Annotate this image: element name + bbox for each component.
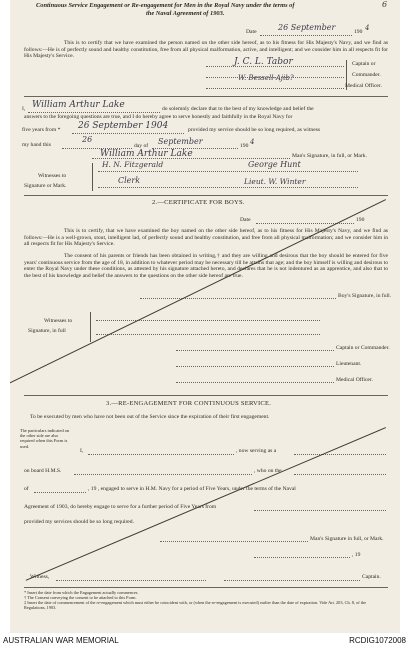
footnote-3: ‡ Insert the date of commencement of the re-engagement which must either be coincident with, or (when the re-engagement is executed) earlier than the date of expiration. Vide Art. 203, Ch. 8, of the Regulations, 1903.: [24, 600, 366, 610]
section2-date-year: 190: [356, 217, 365, 223]
reengage-ship-prefix: on board H.M.S.: [24, 468, 62, 474]
reengage-date-line: [294, 474, 386, 475]
reengage-line5-text: provided my services should be so long required.: [24, 519, 134, 525]
section2-captain-label: Captain or Commander.: [336, 345, 390, 351]
section1-certificate-text: This is to certify that we have examined the person named on the other side hereof, as to his fitness for His Majesty's Navy, and we find as follows:—He is of perfectly sound and healthy constitution, free from all physical malformation, active, and intelligent; and we consider him in all respects fit for His Majesty's Service.: [24, 40, 388, 60]
medical-officer-line: [206, 88, 344, 89]
reengage-captain-line: [224, 580, 360, 581]
hand-year-digit: 4: [250, 138, 255, 146]
document-title-line1: Continuous Service Engagement or Re-engagement for Men in the Royal Navy under the terms of: [36, 2, 295, 9]
witness-bracket: [92, 163, 93, 191]
reengage-month-line: [34, 492, 86, 493]
witnesses-label: Witnesses to: [38, 173, 67, 179]
medical-officer-label: Medical Officer.: [345, 83, 382, 89]
reengage-date2-line: [254, 557, 350, 558]
officer-signature: J. C. L. Tabor: [234, 57, 293, 67]
reengage-of-prefix: of: [24, 486, 29, 492]
declaration-text-a: do solemnly declare that to the best of my knowledge and belief the: [162, 106, 314, 112]
hand-day: 26: [82, 135, 93, 144]
section3-subheading: To be executed by men who have not been out of the Service since the expiration of their first engagement.: [30, 414, 270, 420]
commander-line: [206, 77, 344, 78]
date-year: 190: [354, 29, 363, 35]
date-value: 26 September: [278, 23, 336, 32]
section2-signature-label: Signature, in full: [28, 328, 66, 334]
boy-signature-label: Boy's Signature, in full.: [338, 293, 392, 299]
declarant-line: [28, 112, 160, 113]
section2-lieutenant-label: Lieutenant.: [336, 361, 362, 367]
declaration-text-2: provided my service should be so long required, as witness: [188, 127, 321, 133]
reengage-man-signature-line: [160, 541, 308, 542]
witness-2-name: George Hunt: [248, 160, 301, 169]
reengage-from-line: [254, 510, 386, 511]
declarant-prefix: I,: [22, 106, 26, 112]
witness-line-2: [98, 187, 358, 188]
boy-signature-line: [140, 298, 336, 299]
reengage-line4-text: Agreement of 1903, do hereby engage to serve for a further period of Five Years from: [24, 504, 217, 510]
section2-witness-line-2: [96, 334, 320, 335]
officer-signature-2: W. Bessell-Ajib?: [238, 74, 294, 82]
witness-1-rank: Clerk: [118, 176, 141, 185]
section1-divider: [24, 96, 388, 97]
signature-or-mark-label: Signature or Mark.: [24, 183, 67, 189]
reengage-man-signature-label: Man's Signature in full, or Mark.: [310, 536, 384, 542]
service-start-line: [72, 133, 184, 134]
footnote-1: * Insert the date from which the Engagement actually commences.: [24, 590, 139, 595]
section2-witnesses-label: Witnesses to: [44, 318, 73, 324]
section2-date-line: [256, 223, 354, 224]
section2-consent-text: The consent of his parents or friends has been obtained in writing,† and they are willing and desirous that the boy should be entered for five years' continuous service from the age of 18, in addition to whatever period may be necessary till he attains that age; and the boy himself is willing and desirous to enter the Royal Navy under these conditions, as attested by his signature attached hereto, and declares that he is not indentured as an apprentice, and also that to the best of his knowledge and belief the answers to the questions on the other side hereof are true.: [24, 253, 388, 279]
five-years-label: five years from *: [22, 127, 61, 133]
witness-line-1: [98, 171, 358, 172]
footer-record-id: RCDIG1072008: [349, 636, 406, 645]
man-signature-label: Man's Signature, in full, or Mark.: [292, 153, 367, 159]
footnote-2: † The Consent conveying the consent to be attached to this Form.: [24, 595, 137, 600]
reengage-line1-text: , now serving as a: [236, 448, 277, 454]
man-signature: William Arthur Lake: [100, 149, 193, 159]
hand-month: September: [158, 137, 203, 146]
witness-2-rank: Lieut. W. Winter: [244, 177, 306, 186]
reengage-witness-label: Witness,: [30, 574, 50, 580]
reengage-ship-line: [74, 474, 252, 475]
service-start-date: 26 September 1904: [78, 121, 169, 131]
section2-medical-line: [176, 382, 334, 383]
document-title-line2: the Naval Agreement of 1903.: [146, 10, 225, 17]
page-mark: 6: [382, 0, 388, 9]
date-line: [260, 35, 352, 36]
reengage-line2-text: , who on the: [254, 468, 282, 474]
reengage-line3-text: , 19 , engaged to serve in H.M. Navy for a period of Five Years, under the terms of the Naval: [88, 486, 296, 492]
footnote-rule: [24, 587, 388, 588]
reengage-year-label: , 19: [352, 552, 361, 558]
section2-certificate-text: This is to certify, that we have examined the boy named on the other side hereof, as to his fitness for His Majesty's Navy, and we find as follows:—He is a well-grown, stout, intelligent lad, of perfectly sound and healthy constitution, and free from all physical malformation; and we consider him in all respects fit for His Majesty's Service.: [24, 228, 388, 248]
section3-heading: 3.—RE-ENGAGEMENT FOR CONTINUOUS SERVICE.: [106, 400, 272, 407]
section3-side-note: The particulars indicated on the other side are also required when this Form is used.: [20, 428, 70, 449]
commander-label: Commander.: [352, 72, 381, 78]
reengage-prefix: I,: [80, 448, 84, 454]
service-document-page: [10, 0, 400, 633]
section2-witness-line-1: [96, 320, 320, 321]
reengage-witness-line: [56, 580, 206, 581]
section2-top-rule: [24, 195, 388, 196]
section2-lieutenant-line: [176, 366, 334, 367]
date-label: Date: [246, 29, 257, 35]
date-year-digit: 4: [365, 24, 370, 32]
reengage-name-line: [88, 454, 234, 455]
day-of-label: day of: [134, 143, 149, 149]
reengage-captain-label: Captain.: [362, 574, 381, 580]
witness-1-name: H. N. Fitzgerald: [102, 160, 164, 169]
section2-captain-line: [176, 350, 334, 351]
section3-top-rule: [24, 395, 388, 396]
hand-prefix: my hand this: [22, 142, 51, 148]
footer-archive-name: AUSTRALIAN WAR MEMORIAL: [3, 636, 119, 645]
hand-year-prefix: 190: [240, 143, 249, 149]
captain-line: [206, 66, 344, 67]
section2-heading: 2.—CERTIFICATE FOR BOYS.: [152, 199, 245, 206]
section2-witness-bracket: [90, 312, 91, 342]
reengage-rating-line: [294, 454, 386, 455]
man-signature-line: [92, 158, 290, 159]
captain-label: Captain or: [352, 61, 376, 67]
declaration-text-b: answers to the foregoing questions are true, and I do hereby agree to serve honestly and faithfully in the Royal Navy for: [24, 114, 293, 120]
section2-date-label: Date: [240, 217, 251, 223]
section2-medical-label: Medical Officer.: [336, 377, 373, 383]
declarant-name: William Arthur Lake: [32, 100, 125, 110]
